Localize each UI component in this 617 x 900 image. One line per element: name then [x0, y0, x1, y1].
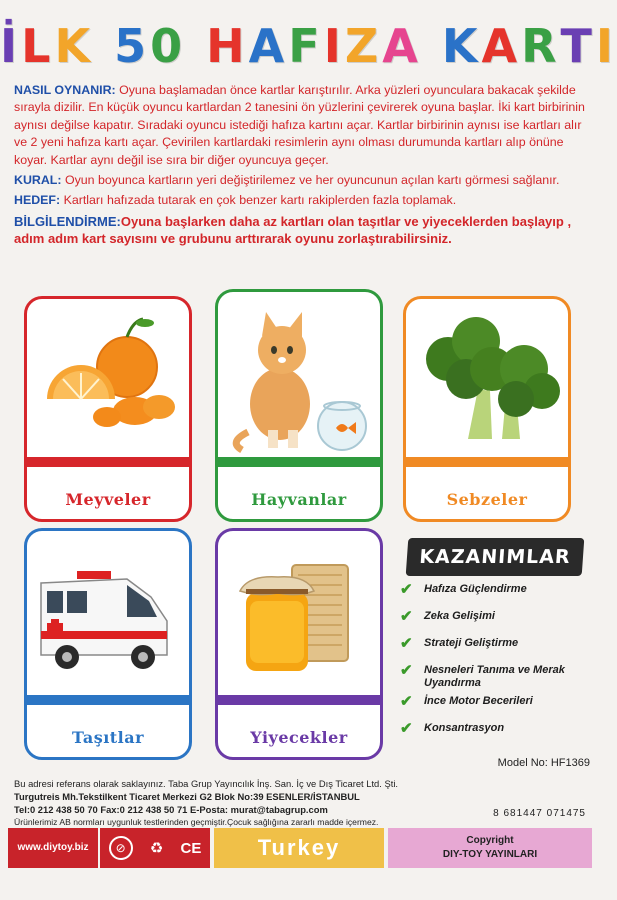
checkmark-icon: ✔	[400, 635, 413, 652]
title-letter: A	[248, 19, 289, 73]
card-color-band	[218, 457, 380, 467]
info-text: Oyuna başlarken daha az kartları olan taşıtlar ve yiyeceklerden başlayıp , adım adım kart sayısını ve grubunu arttırarak oyunu zorlaştırabilirsiniz.	[14, 213, 572, 247]
card-color-band	[218, 695, 380, 705]
cat-image	[218, 292, 380, 457]
how-to-play-paragraph	[14, 82, 588, 169]
rule-label: KURAL:	[14, 173, 62, 188]
company-info	[14, 777, 590, 829]
title-letter: 5	[114, 19, 151, 73]
achievements-title: KAZANIMLAR	[406, 538, 585, 576]
achievement-text: Hafıza Güçlendirme	[424, 583, 527, 595]
title-letter: I	[595, 19, 617, 73]
goal-paragraph	[14, 192, 588, 209]
info-label: BİLGİLENDİRME:	[14, 213, 121, 229]
title-letter: F	[288, 19, 324, 73]
recycle-icon: ♻	[149, 840, 164, 857]
instructions-block	[14, 82, 588, 251]
how-to-play-text: Oyuna başlamadan önce kartlar karıştırılır. Arka yüzleri oyunculara bakacak şekilde sırayla dizilir. En küçük oyuncu kartlardan 2 tanesini ön yüzlerini çevirerek oyuna başlar. İki kart birbirinin aynısı değilse kapatır. Sıradaki oyuncu istediği hafıza kartını açar. Kartlar birbirinin aynısı ise kartları alır ve 2 yeni hafıza kartı açar. Çevirilen kartlardaki resimlerin aynı olması durumunda kartları alıp önüne koyar. Kartlar aynı değil ise sıra bir diğer oyuncuya geçer.	[14, 83, 585, 167]
card-label: Hayvanlar	[251, 490, 347, 509]
checkmark-icon: ✔	[400, 720, 413, 737]
title-letter: Z	[344, 19, 383, 73]
title-letter: I	[323, 19, 345, 73]
contact-line: Tel:0 212 438 50 70 Fax:0 212 438 50 71 E-Posta: murat@tabagrup.com	[14, 804, 328, 815]
title-letter: K	[441, 19, 482, 73]
title-letter	[186, 20, 206, 72]
broccoli-image	[406, 299, 568, 457]
info-paragraph	[14, 213, 588, 248]
checkmark-icon: ✔	[400, 693, 413, 710]
title-letter: R	[521, 19, 561, 73]
goal-text: Kartları hafızada tutarak en çok benzer kartı rakiplerden fazla toplamak.	[60, 193, 457, 208]
card-label: Yiyecekler	[250, 728, 348, 747]
title-letter: A	[382, 19, 422, 73]
achievement-item	[400, 610, 596, 632]
title-letter	[422, 20, 442, 72]
goal-label: HEDEF:	[14, 193, 61, 208]
achievement-text: Strateji Geliştirme	[424, 637, 519, 649]
achievement-item	[400, 664, 596, 690]
achievements-list	[400, 583, 596, 749]
honey-image	[218, 531, 380, 695]
card-label: Sebzeler	[446, 490, 528, 509]
card-color-band	[27, 457, 189, 467]
achievement-item	[400, 637, 596, 659]
card-animals	[215, 289, 383, 522]
card-label: Taşıtlar	[71, 728, 145, 747]
website-link[interactable]: www.diytoy.biz	[8, 828, 98, 868]
rule-text: Oyun boyunca kartların yeri değiştirilemez ve her oyuncunun açılan kartı görmesi sağlanır.	[61, 173, 560, 188]
page-title	[0, 19, 617, 73]
card-color-band	[406, 457, 568, 467]
copyright-box	[388, 828, 592, 868]
card-fruits	[24, 296, 192, 522]
title-letter: T	[560, 19, 596, 73]
ce-mark-icon: CE	[180, 839, 202, 857]
copyright-owner: DIY-TOY YAYINLARI	[442, 849, 538, 860]
achievement-text: Nesneleri Tanıma ve Merak Uyandırma	[424, 664, 565, 689]
title-letter: A	[481, 19, 522, 73]
rule-paragraph	[14, 172, 588, 189]
card-foods	[215, 528, 383, 760]
title-letter: K	[54, 19, 95, 73]
checkmark-icon: ✔	[400, 581, 413, 598]
title-letter: İ	[0, 19, 22, 73]
achievement-item	[400, 722, 596, 744]
title-letter: 0	[150, 19, 187, 73]
achievement-text: Konsantrasyon	[424, 722, 505, 734]
safety-line: Ürünlerimiz AB normları uygunluk testlerinden geçmiştir.Çocuk sağlığına zararlı madde içermez.	[14, 817, 379, 827]
company-line: Bu adresi referans olarak saklayınız. Taba Grup Yayıncılık İnş. San. İç ve Dış Ticaret Ltd. Şti.	[14, 778, 399, 789]
model-number: Model No: HF1369	[497, 757, 590, 769]
card-label: Meyveler	[65, 490, 151, 509]
checkmark-icon: ✔	[400, 662, 413, 679]
copyright-label: Copyright	[466, 835, 514, 846]
achievement-text: İnce Motor Becerileri	[424, 695, 533, 707]
card-vehicles	[24, 528, 192, 760]
achievement-item	[400, 583, 596, 605]
title-letter: H	[206, 19, 249, 73]
card-vegetables	[403, 296, 571, 522]
fruit-image	[27, 299, 189, 457]
card-color-band	[27, 695, 189, 705]
ambulance-image	[27, 531, 189, 695]
country-of-origin: Turkey	[214, 828, 384, 868]
no-small-parts-icon: ⊘	[109, 836, 133, 860]
how-to-play-label: NASIL OYNANIR:	[14, 83, 116, 97]
address-line: Turgutreis Mh.Tekstilkent Ticaret Merkezi G2 Blok No:39 ESENLER/İSTANBUL	[14, 791, 360, 802]
achievement-item	[400, 695, 596, 717]
title-letter	[94, 20, 114, 72]
achievement-text: Zeka Gelişimi	[424, 610, 495, 622]
checkmark-icon: ✔	[400, 608, 413, 625]
certification-logos	[100, 828, 210, 868]
barcode-number: 8 681447 071475	[493, 808, 586, 819]
title-letter: L	[21, 19, 55, 73]
